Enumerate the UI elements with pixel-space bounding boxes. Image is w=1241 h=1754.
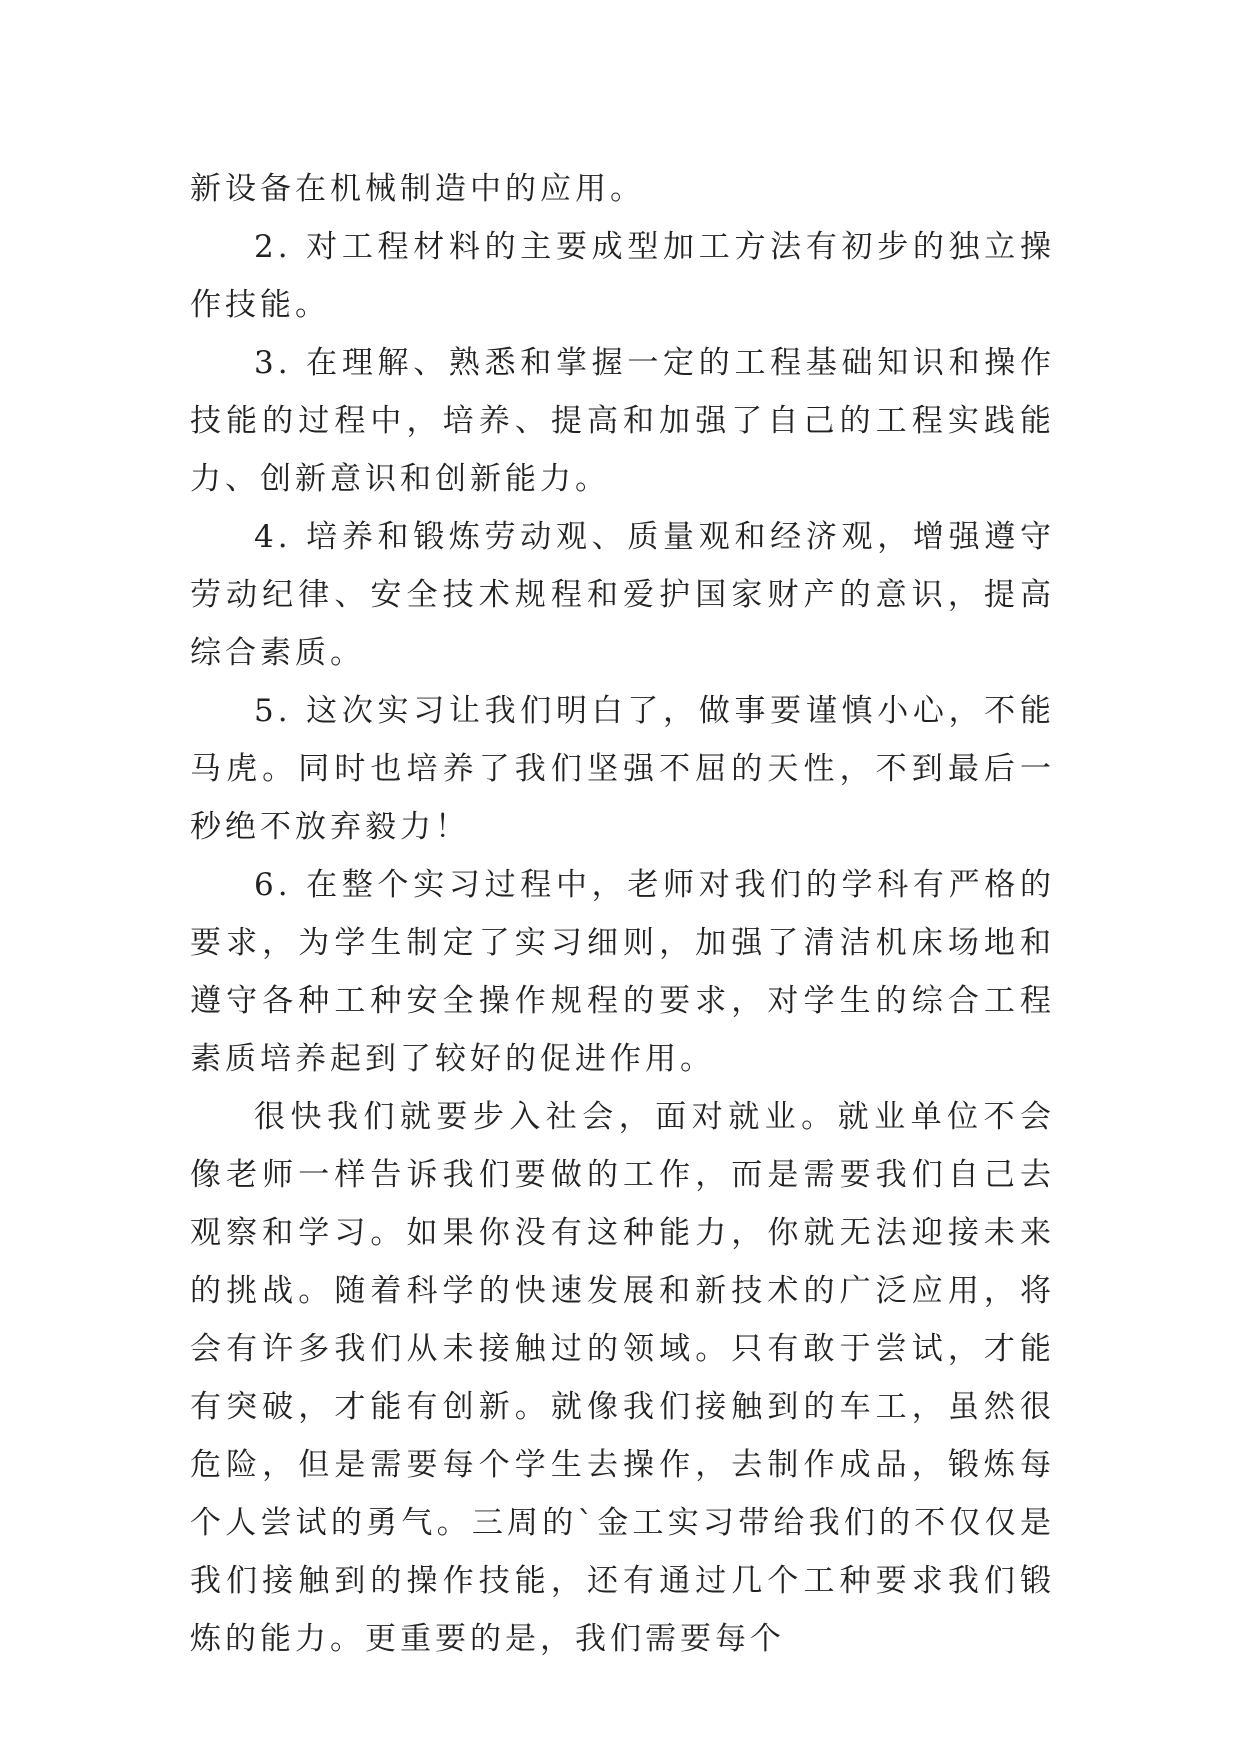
paragraph-item-2: 2. 对工程材料的主要成型加工方法有初步的独立操作技能。 bbox=[190, 229, 1055, 323]
paragraph-continuation: 新设备在机械制造中的应用。 bbox=[190, 171, 645, 207]
paragraph-conclusion: 很快我们就要步入社会，面对就业。就业单位不会像老师一样告诉我们要做的工作，而是需要我们自己去观察和学习。如果你没有这种能力，你就无法迎接未来的挑战。随着科学的快速发展和新技术的广泛应用，将会有许多我们从未接触过的领域。只有敢于尝试，才能有突破，才能有创新。就像我们接触到的车工，虽然很危险，但是需要每个学生去操作，去制作成品，锻炼每个人尝试的勇气。三周的`金工实习带给我们的不仅仅是我们接触到的操作技能，还有通过几个工种要求我们锻炼的能力。更重要的是，我们需要每个 bbox=[190, 1099, 1055, 1657]
paragraph-item-3: 3. 在理解、熟悉和掌握一定的工程基础知识和操作技能的过程中，培养、提高和加强了自己的工程实践能力、创新意识和创新能力。 bbox=[190, 345, 1055, 497]
paragraph-item-5: 5. 这次实习让我们明白了，做事要谨慎小心，不能马虎。同时也培养了我们坚强不屈的天性，不到最后一秒绝不放弃毅力！ bbox=[190, 693, 1055, 845]
paragraph-item-6: 6. 在整个实习过程中，老师对我们的学科有严格的要求，为学生制定了实习细则，加强了清洁机床场地和遵守各种工种安全操作规程的要求，对学生的综合工程素质培养起到了较好的促进作用。 bbox=[190, 867, 1055, 1077]
paragraph-item-4: 4. 培养和锻炼劳动观、质量观和经济观，增强遵守劳动纪律、安全技术规程和爱护国家财产的意识，提高综合素质。 bbox=[190, 519, 1055, 671]
body-text bbox=[190, 160, 1055, 1668]
